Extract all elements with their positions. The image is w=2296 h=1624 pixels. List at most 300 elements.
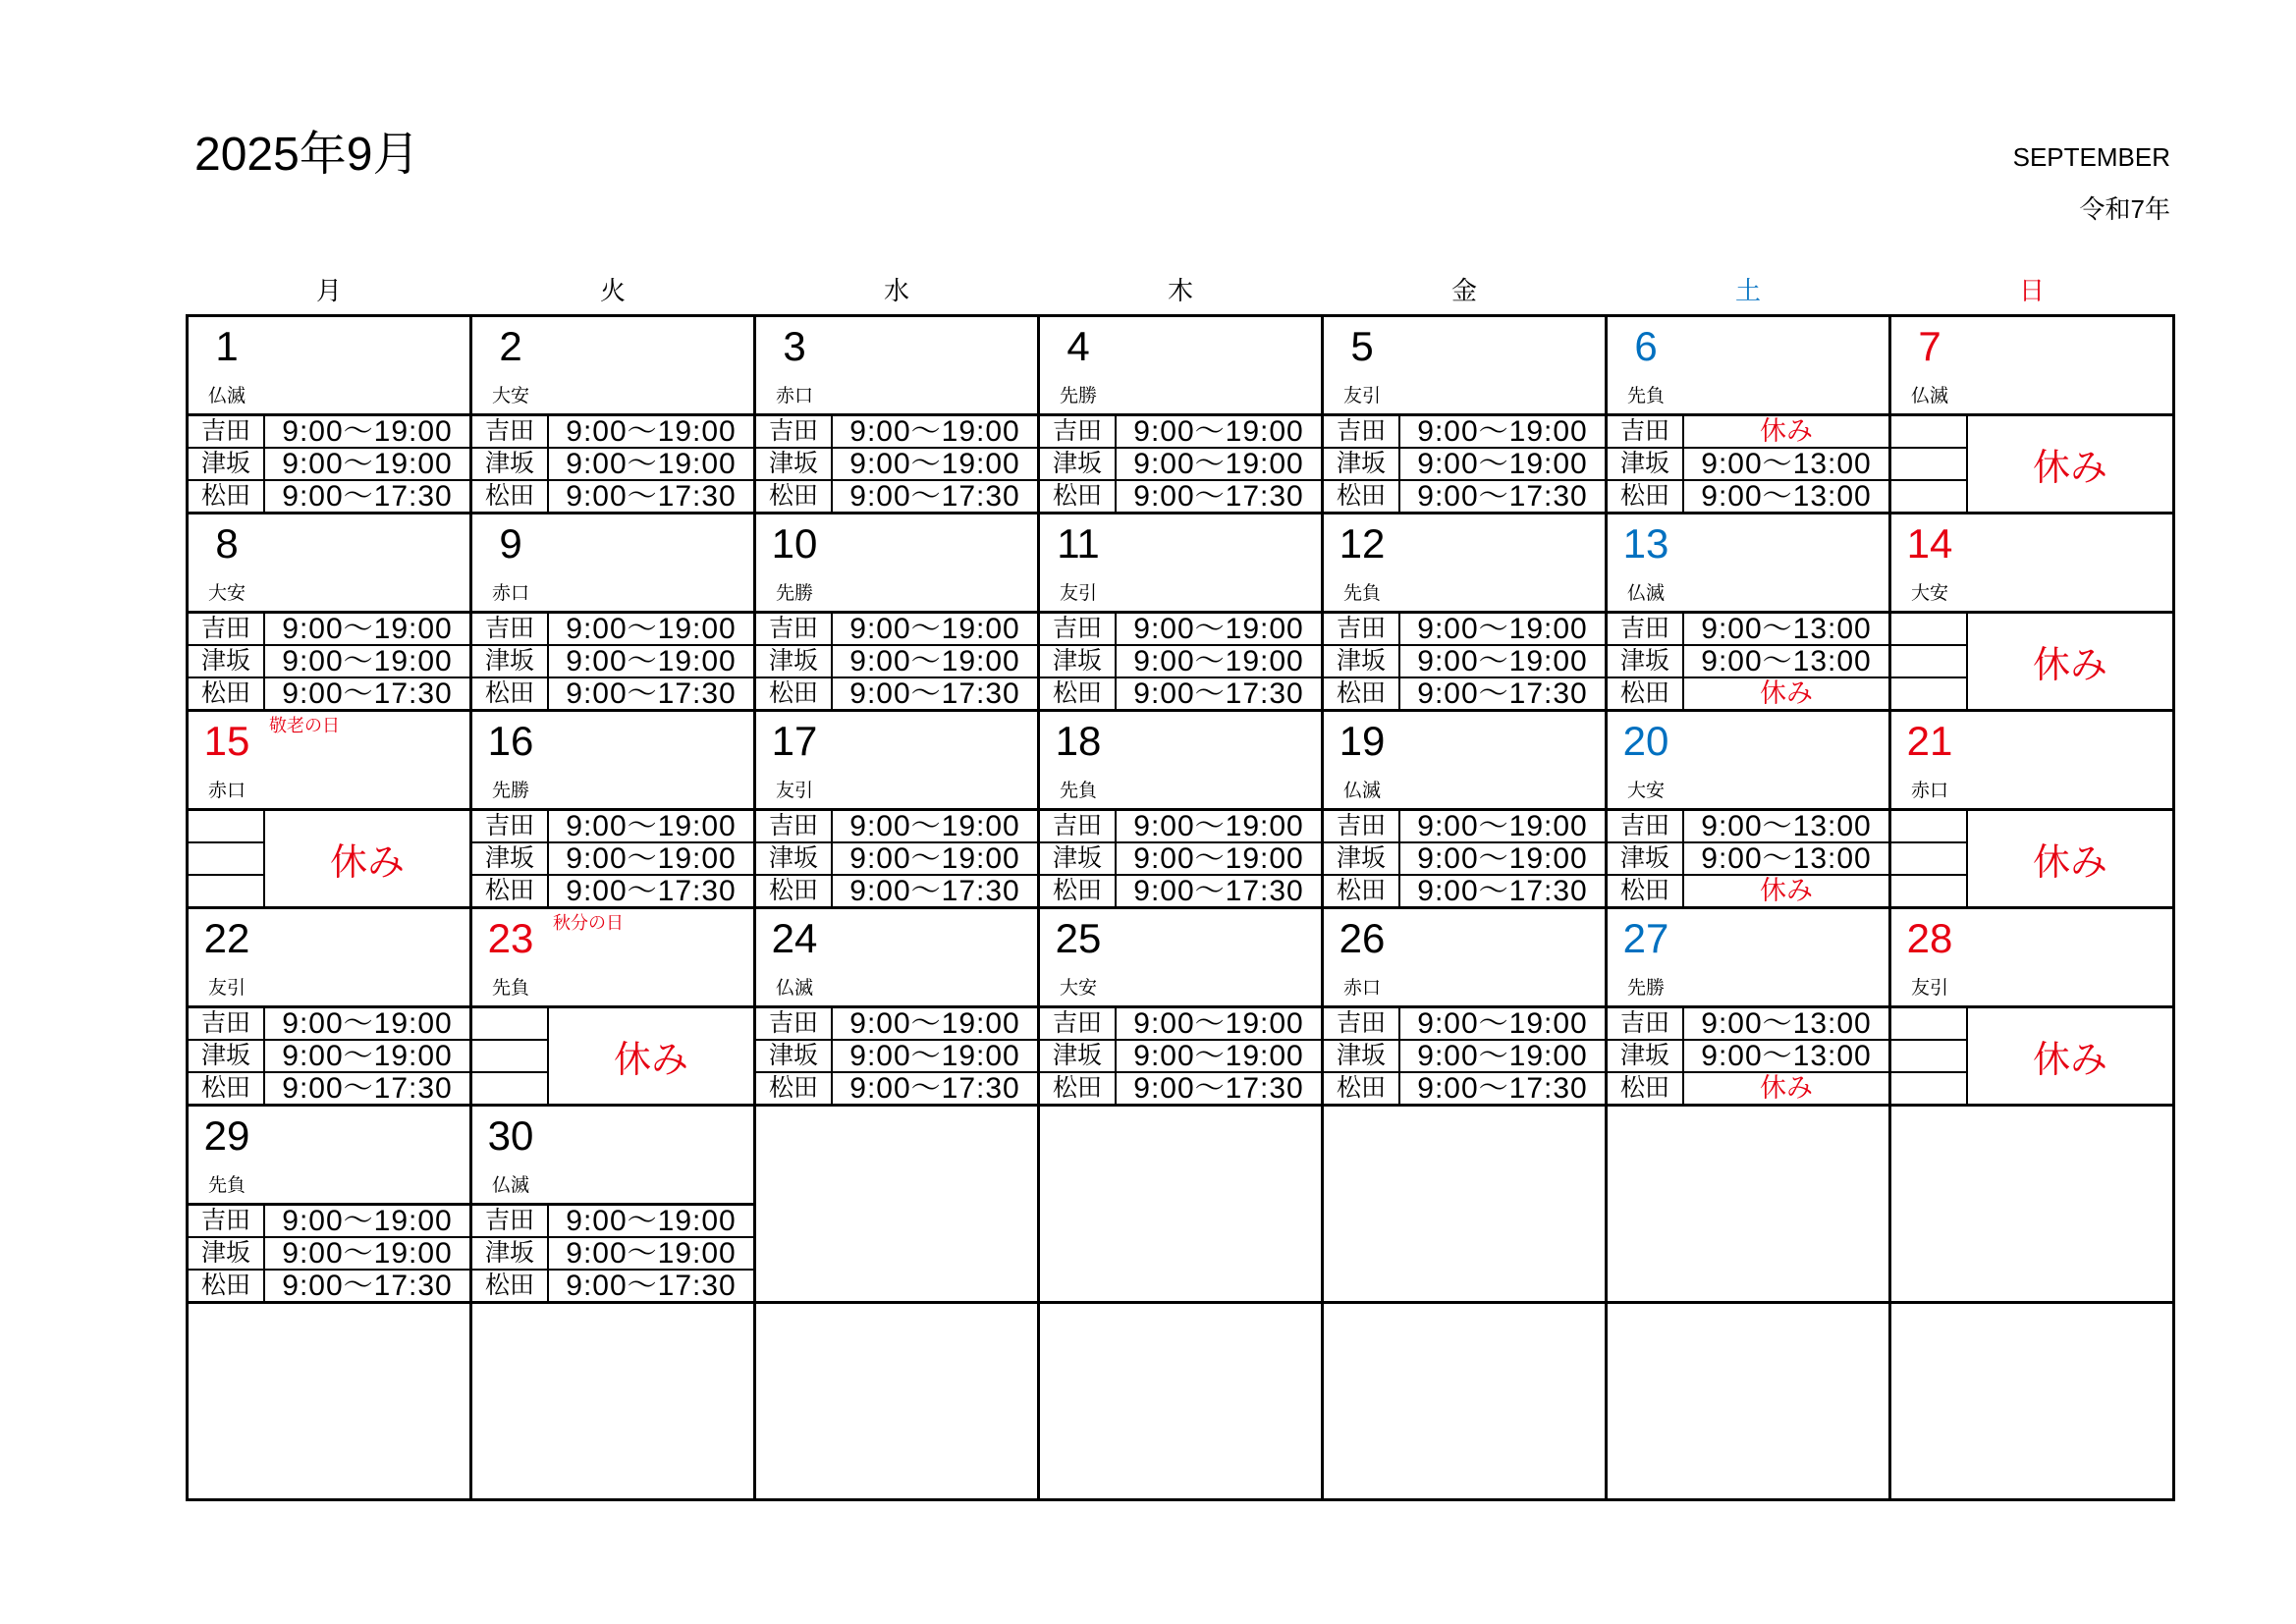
staff-name: 津坂	[1324, 843, 1398, 874]
staff-name: 津坂	[472, 843, 547, 874]
day-number: 24	[771, 915, 818, 961]
rokuyo-label: 大安	[1059, 978, 1097, 999]
rokuyo-label: 仏滅	[1342, 781, 1381, 801]
day-number: 18	[1055, 718, 1102, 764]
rokuyo-label: 仏滅	[775, 978, 813, 999]
rokuyo-label: 大安	[207, 583, 246, 604]
day-number: 20	[1622, 718, 1669, 764]
staff-name: 吉田	[1324, 1008, 1398, 1039]
day-number: 22	[203, 915, 250, 961]
staff-hours: 9:00～19:00	[1400, 843, 1605, 874]
staff-name: 吉田	[1040, 1008, 1115, 1039]
staff-schedule	[1324, 611, 1605, 709]
staff-name: 吉田	[1324, 614, 1398, 644]
closed-label: 休み	[265, 811, 469, 906]
staff-name-blank	[189, 811, 263, 841]
empty-day-cell	[1891, 1304, 2172, 1498]
staff-hours: 9:00～19:00	[1400, 449, 1605, 479]
staff-schedule	[472, 611, 753, 709]
staff-name: 松田	[756, 876, 831, 906]
staff-hours: 9:00～19:00	[833, 1041, 1037, 1071]
staff-hours: 9:00～19:00	[549, 843, 753, 874]
staff-name-blank	[1891, 1073, 1966, 1104]
rokuyo-label: 赤口	[1342, 978, 1381, 999]
calendar-grid	[186, 314, 2175, 1501]
staff-hours: 9:00～19:00	[1400, 416, 1605, 447]
staff-name-blank	[1891, 1008, 1966, 1039]
day-cell	[472, 317, 753, 512]
staff-schedule	[756, 611, 1037, 709]
staff-name: 津坂	[1040, 646, 1115, 677]
rokuyo-label: 赤口	[207, 781, 246, 801]
staff-name: 吉田	[189, 416, 263, 447]
staff-name: 津坂	[1040, 449, 1115, 479]
staff-name: 松田	[1608, 678, 1682, 709]
staff-hours: 9:00～17:30	[833, 876, 1037, 906]
staff-name: 吉田	[756, 416, 831, 447]
day-cell	[189, 317, 469, 512]
staff-name: 津坂	[1608, 646, 1682, 677]
staff-hours: 9:00～19:00	[1117, 1008, 1321, 1039]
staff-name: 松田	[1040, 481, 1115, 512]
staff-name: 松田	[1324, 481, 1398, 512]
staff-name: 吉田	[1324, 416, 1398, 447]
staff-name: 吉田	[189, 614, 263, 644]
staff-schedule	[472, 808, 753, 906]
rokuyo-label: 赤口	[491, 583, 529, 604]
staff-hours: 9:00～17:30	[1400, 1073, 1605, 1104]
staff-name: 松田	[189, 1271, 263, 1301]
staff-name: 吉田	[472, 614, 547, 644]
staff-schedule	[1324, 1005, 1605, 1104]
day-cell	[472, 514, 753, 709]
staff-hours: 9:00～19:00	[265, 1041, 469, 1071]
day-number: 17	[771, 718, 818, 764]
day-cell	[1608, 317, 1888, 512]
staff-hours: 9:00～19:00	[549, 1238, 753, 1269]
staff-hours: 9:00～13:00	[1684, 1008, 1888, 1039]
staff-name: 松田	[756, 1073, 831, 1104]
staff-hours: 9:00～17:30	[1400, 876, 1605, 906]
staff-name: 津坂	[1608, 843, 1682, 874]
staff-hours: 9:00～19:00	[833, 1008, 1037, 1039]
staff-hours: 9:00～19:00	[549, 811, 753, 841]
staff-name: 吉田	[1608, 614, 1682, 644]
staff-name: 津坂	[472, 1238, 547, 1269]
staff-name-blank	[189, 843, 263, 874]
staff-hours: 9:00～19:00	[833, 843, 1037, 874]
staff-name-blank	[1891, 1041, 1966, 1071]
day-number: 19	[1339, 718, 1386, 764]
day-cell	[1891, 317, 2172, 512]
staff-hours: 休み	[1684, 678, 1888, 709]
closed-label: 休み	[1968, 811, 2172, 906]
staff-hours: 9:00～19:00	[549, 614, 753, 644]
day-cell	[1324, 514, 1605, 709]
staff-name: 吉田	[756, 1008, 831, 1039]
day-cell	[472, 1107, 753, 1301]
staff-hours: 9:00～17:30	[265, 1271, 469, 1301]
empty-day-cell	[189, 1304, 469, 1498]
staff-hours: 9:00～19:00	[265, 1206, 469, 1236]
weekday-header-fri: 金	[1450, 276, 1477, 305]
holiday-name: 秋分の日	[553, 913, 624, 933]
staff-name-blank	[1891, 843, 1966, 874]
day-cell	[189, 712, 469, 906]
staff-schedule	[1891, 808, 2172, 906]
staff-hours: 9:00～19:00	[833, 614, 1037, 644]
day-number: 5	[1350, 323, 1374, 369]
staff-name: 松田	[1324, 678, 1398, 709]
staff-schedule	[1891, 1005, 2172, 1104]
day-number: 30	[487, 1112, 534, 1159]
staff-hours: 9:00～19:00	[1117, 843, 1321, 874]
staff-hours: 9:00～17:30	[833, 1073, 1037, 1104]
rokuyo-label: 先負	[1059, 781, 1097, 801]
day-cell	[1608, 909, 1888, 1104]
staff-name-blank	[1891, 811, 1966, 841]
staff-schedule	[756, 808, 1037, 906]
staff-hours: 9:00～13:00	[1684, 1041, 1888, 1071]
day-number: 29	[203, 1112, 250, 1159]
staff-name: 松田	[1608, 481, 1682, 512]
staff-name: 吉田	[472, 1206, 547, 1236]
day-number: 28	[1906, 915, 1953, 961]
staff-name: 津坂	[1040, 843, 1115, 874]
staff-hours: 9:00～19:00	[1400, 614, 1605, 644]
staff-hours: 9:00～19:00	[265, 1008, 469, 1039]
weekday-header-wed: 水	[883, 276, 909, 305]
staff-name: 松田	[1324, 1073, 1398, 1104]
empty-day-cell	[1608, 1107, 1888, 1301]
staff-schedule	[1040, 808, 1321, 906]
day-number: 12	[1339, 520, 1386, 567]
staff-name: 津坂	[1324, 449, 1398, 479]
rokuyo-label: 先勝	[491, 781, 529, 801]
rokuyo-label: 先負	[207, 1175, 246, 1196]
day-number: 27	[1622, 915, 1669, 961]
staff-name: 吉田	[1040, 416, 1115, 447]
closed-label: 休み	[1968, 614, 2172, 709]
staff-hours: 9:00～17:30	[265, 481, 469, 512]
day-cell	[1040, 317, 1321, 512]
staff-schedule	[1891, 413, 2172, 512]
staff-hours: 9:00～17:30	[833, 678, 1037, 709]
day-cell	[1324, 909, 1605, 1104]
day-cell	[189, 1107, 469, 1301]
staff-schedule	[189, 808, 469, 906]
staff-name: 松田	[472, 1271, 547, 1301]
staff-hours: 9:00～19:00	[265, 614, 469, 644]
day-cell	[1891, 909, 2172, 1104]
japanese-era-year: 令和7年	[2079, 194, 2170, 224]
staff-hours: 9:00～19:00	[1400, 646, 1605, 677]
staff-name: 松田	[472, 481, 547, 512]
staff-name: 松田	[1040, 876, 1115, 906]
staff-name: 松田	[1324, 876, 1398, 906]
empty-day-cell	[756, 1107, 1037, 1301]
day-cell	[756, 317, 1037, 512]
staff-hours: 9:00～17:30	[549, 876, 753, 906]
staff-name: 吉田	[756, 614, 831, 644]
staff-name: 吉田	[1608, 811, 1682, 841]
empty-day-cell	[472, 1304, 753, 1498]
weekday-header-sun: 日	[2018, 276, 2045, 305]
day-number: 4	[1066, 323, 1090, 369]
day-number: 15	[203, 718, 250, 764]
closed-label: 休み	[1968, 416, 2172, 512]
staff-name-blank	[472, 1041, 547, 1071]
staff-schedule	[189, 1203, 469, 1301]
staff-name-blank	[1891, 646, 1966, 677]
staff-schedule	[1324, 413, 1605, 512]
staff-name: 津坂	[189, 1238, 263, 1269]
day-number: 13	[1622, 520, 1669, 567]
day-cell	[1608, 514, 1888, 709]
staff-name-blank	[1891, 614, 1966, 644]
staff-hours: 9:00～17:30	[549, 678, 753, 709]
staff-hours: 9:00～19:00	[1117, 416, 1321, 447]
rokuyo-label: 友引	[207, 978, 246, 999]
staff-name: 津坂	[1040, 1041, 1115, 1071]
staff-name: 津坂	[1608, 1041, 1682, 1071]
staff-name: 吉田	[472, 811, 547, 841]
staff-hours: 9:00～19:00	[549, 416, 753, 447]
staff-schedule	[756, 1005, 1037, 1104]
rokuyo-label: 大安	[1626, 781, 1665, 801]
staff-name-blank	[1891, 876, 1966, 906]
empty-day-cell	[1324, 1107, 1605, 1301]
rokuyo-label: 大安	[491, 386, 529, 406]
staff-schedule	[1891, 611, 2172, 709]
staff-name: 松田	[1040, 1073, 1115, 1104]
day-number: 25	[1055, 915, 1102, 961]
staff-hours: 9:00～19:00	[265, 646, 469, 677]
staff-name-blank	[1891, 449, 1966, 479]
day-cell	[1324, 712, 1605, 906]
staff-hours: 9:00～19:00	[1117, 449, 1321, 479]
staff-hours: 9:00～19:00	[265, 1238, 469, 1269]
weekday-header-thu: 木	[1167, 276, 1193, 305]
day-number: 3	[783, 323, 806, 369]
day-cell	[1040, 909, 1321, 1104]
staff-schedule	[472, 1203, 753, 1301]
empty-day-cell	[1608, 1304, 1888, 1498]
rokuyo-label: 先勝	[1626, 978, 1665, 999]
weekday-header-row	[186, 270, 2175, 311]
staff-hours: 9:00～13:00	[1684, 481, 1888, 512]
day-number: 11	[1057, 520, 1100, 567]
staff-schedule	[189, 413, 469, 512]
day-number: 16	[487, 718, 534, 764]
staff-hours: 9:00～19:00	[1117, 1041, 1321, 1071]
day-number: 2	[499, 323, 522, 369]
rokuyo-label: 友引	[775, 781, 813, 801]
weekday-header-tue: 火	[599, 276, 626, 305]
staff-name: 吉田	[1040, 811, 1115, 841]
rokuyo-label: 先負	[491, 978, 529, 999]
day-cell	[1040, 514, 1321, 709]
staff-name: 吉田	[756, 811, 831, 841]
calendar-title: 2025年9月	[194, 129, 420, 181]
day-number: 23	[487, 915, 534, 961]
staff-name: 吉田	[1608, 1008, 1682, 1039]
staff-hours: 9:00～19:00	[549, 1206, 753, 1236]
staff-name: 吉田	[1324, 811, 1398, 841]
staff-name: 津坂	[472, 646, 547, 677]
staff-hours: 9:00～19:00	[1117, 811, 1321, 841]
day-number: 9	[499, 520, 522, 567]
staff-hours: 9:00～19:00	[1117, 646, 1321, 677]
day-number: 8	[215, 520, 239, 567]
staff-schedule	[1608, 611, 1888, 709]
staff-name: 吉田	[1608, 416, 1682, 447]
staff-name: 吉田	[189, 1206, 263, 1236]
closed-label: 休み	[1968, 1008, 2172, 1104]
staff-hours: 9:00～17:30	[265, 678, 469, 709]
staff-hours: 9:00～17:30	[1117, 876, 1321, 906]
day-cell	[756, 909, 1037, 1104]
empty-day-cell	[1040, 1304, 1321, 1498]
day-number: 14	[1906, 520, 1953, 567]
staff-hours: 9:00～19:00	[833, 416, 1037, 447]
staff-schedule	[1608, 808, 1888, 906]
staff-name: 吉田	[189, 1008, 263, 1039]
day-cell	[472, 909, 753, 1104]
month-name-english: SEPTEMBER	[2012, 142, 2170, 172]
staff-hours: 9:00～19:00	[549, 646, 753, 677]
staff-schedule	[472, 413, 753, 512]
staff-hours: 9:00～13:00	[1684, 843, 1888, 874]
staff-name-blank	[1891, 416, 1966, 447]
staff-name: 松田	[189, 678, 263, 709]
staff-name: 吉田	[472, 416, 547, 447]
staff-hours: 9:00～19:00	[833, 646, 1037, 677]
staff-name: 津坂	[189, 1041, 263, 1071]
staff-schedule	[189, 1005, 469, 1104]
staff-hours: 9:00～13:00	[1684, 811, 1888, 841]
staff-name-blank	[1891, 481, 1966, 512]
rokuyo-label: 大安	[1910, 583, 1948, 604]
staff-name: 津坂	[1324, 1041, 1398, 1071]
rokuyo-label: 仏滅	[207, 386, 246, 406]
staff-name-blank	[472, 1073, 547, 1104]
staff-schedule	[472, 1005, 753, 1104]
staff-hours: 9:00～19:00	[265, 449, 469, 479]
staff-hours: 9:00～17:30	[833, 481, 1037, 512]
empty-day-cell	[1040, 1107, 1321, 1301]
weekday-header-sat: 土	[1734, 276, 1761, 305]
staff-schedule	[189, 611, 469, 709]
staff-name: 松田	[756, 678, 831, 709]
staff-hours: 休み	[1684, 416, 1888, 447]
day-number: 21	[1906, 718, 1953, 764]
staff-name: 津坂	[756, 1041, 831, 1071]
rokuyo-label: 赤口	[1910, 781, 1948, 801]
rokuyo-label: 先勝	[1059, 386, 1097, 406]
day-number: 26	[1339, 915, 1386, 961]
staff-hours: 9:00～17:30	[265, 1073, 469, 1104]
staff-name: 松田	[472, 876, 547, 906]
staff-hours: 9:00～17:30	[549, 1271, 753, 1301]
staff-schedule	[1324, 808, 1605, 906]
staff-hours: 9:00～17:30	[1117, 481, 1321, 512]
staff-name: 松田	[1608, 876, 1682, 906]
holiday-name: 敬老の日	[269, 716, 340, 735]
day-cell	[1891, 514, 2172, 709]
rokuyo-label: 仏滅	[1910, 386, 1948, 406]
staff-name: 津坂	[756, 449, 831, 479]
staff-name-blank	[472, 1008, 547, 1039]
closed-label: 休み	[549, 1008, 753, 1104]
staff-schedule	[1608, 413, 1888, 512]
staff-hours: 9:00～19:00	[549, 449, 753, 479]
staff-hours: 9:00～19:00	[833, 449, 1037, 479]
staff-name: 松田	[472, 678, 547, 709]
staff-name-blank	[189, 876, 263, 906]
day-cell	[189, 909, 469, 1104]
staff-name: 松田	[189, 481, 263, 512]
staff-hours: 9:00～13:00	[1684, 449, 1888, 479]
staff-schedule	[1608, 1005, 1888, 1104]
staff-name: 津坂	[1608, 449, 1682, 479]
staff-hours: 9:00～19:00	[833, 811, 1037, 841]
day-number: 6	[1634, 323, 1658, 369]
staff-hours: 9:00～17:30	[1117, 1073, 1321, 1104]
staff-hours: 9:00～19:00	[265, 416, 469, 447]
rokuyo-label: 先負	[1626, 386, 1665, 406]
staff-schedule	[1040, 413, 1321, 512]
staff-name: 松田	[756, 481, 831, 512]
staff-name-blank	[1891, 678, 1966, 709]
day-number: 7	[1918, 323, 1941, 369]
empty-day-cell	[1891, 1107, 2172, 1301]
rokuyo-label: 友引	[1342, 386, 1381, 406]
staff-name: 津坂	[472, 449, 547, 479]
rokuyo-label: 赤口	[775, 386, 813, 406]
day-cell	[1891, 712, 2172, 906]
staff-hours: 9:00～17:30	[1400, 678, 1605, 709]
staff-name: 松田	[1040, 678, 1115, 709]
staff-name: 松田	[189, 1073, 263, 1104]
rokuyo-label: 友引	[1910, 978, 1948, 999]
empty-day-cell	[1324, 1304, 1605, 1498]
staff-hours: 休み	[1684, 876, 1888, 906]
staff-name: 津坂	[756, 646, 831, 677]
rokuyo-label: 先勝	[775, 583, 813, 604]
staff-name: 津坂	[189, 449, 263, 479]
rokuyo-label: 仏滅	[491, 1175, 529, 1196]
staff-hours: 9:00～17:30	[1400, 481, 1605, 512]
staff-name: 吉田	[1040, 614, 1115, 644]
weekday-header-mon: 月	[315, 276, 342, 305]
staff-name: 津坂	[756, 843, 831, 874]
staff-schedule	[1040, 1005, 1321, 1104]
staff-name: 津坂	[189, 646, 263, 677]
staff-hours: 9:00～17:30	[1117, 678, 1321, 709]
staff-name: 津坂	[1324, 646, 1398, 677]
staff-hours: 9:00～19:00	[1400, 1008, 1605, 1039]
rokuyo-label: 友引	[1059, 583, 1097, 604]
staff-schedule	[1040, 611, 1321, 709]
staff-hours: 休み	[1684, 1073, 1888, 1104]
day-cell	[1040, 712, 1321, 906]
rokuyo-label: 仏滅	[1626, 583, 1665, 604]
day-number: 1	[215, 323, 239, 369]
staff-hours: 9:00～13:00	[1684, 646, 1888, 677]
staff-hours: 9:00～19:00	[1400, 811, 1605, 841]
staff-schedule	[756, 413, 1037, 512]
